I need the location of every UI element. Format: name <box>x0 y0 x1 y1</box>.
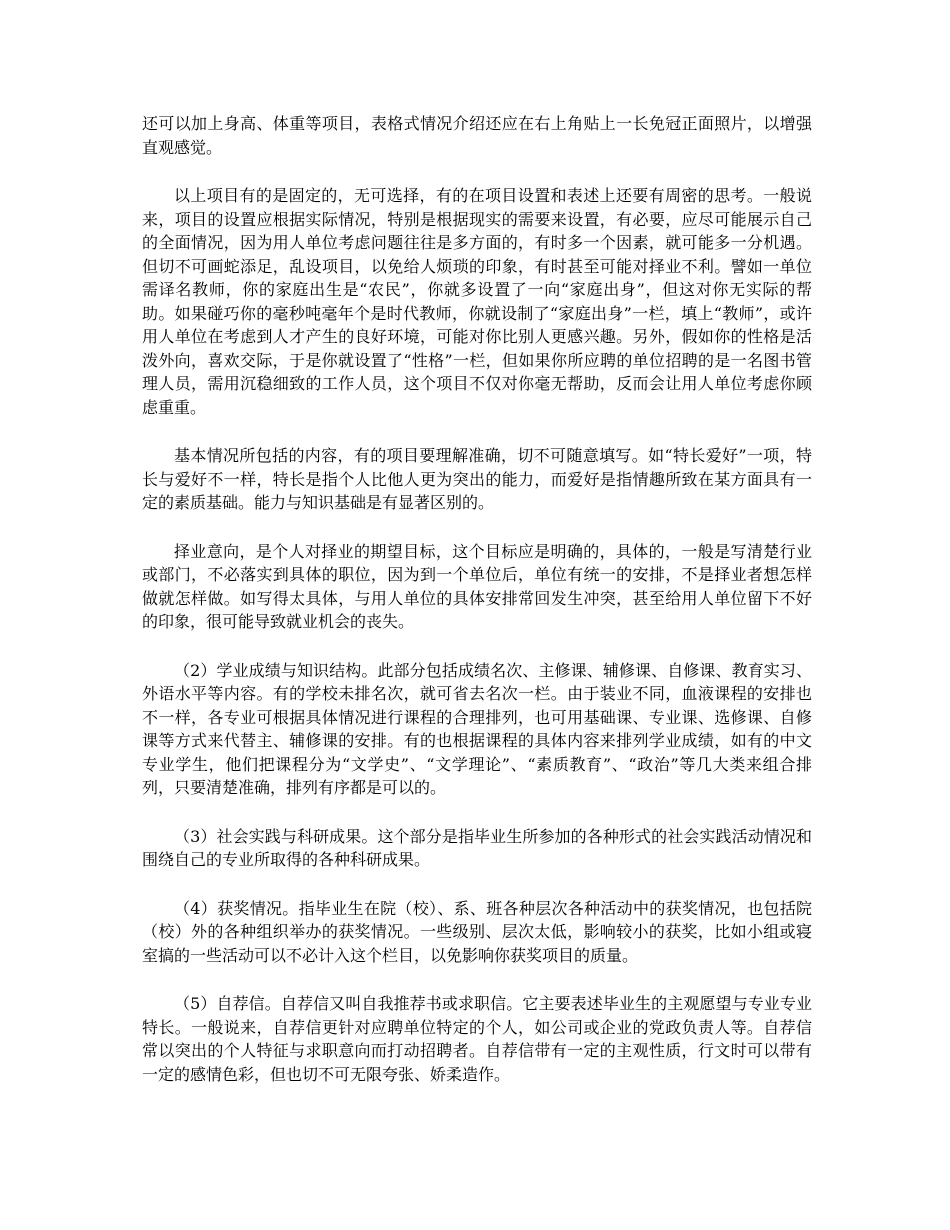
document-page <box>142 112 812 1111</box>
paragraph-social-practice: （3）社会实践与科研成果。这个部分是指毕业生所参加的各种形式的社会实践活动情况和围绕自己的专业所取得的各种科研成果。 <box>142 826 812 869</box>
paragraph-basic-info: 基本情况所包括的内容，有的项目要理解准确，切不可随意填写。如“特长爱好”一项，特长与爱好不一样，特长是指个人比他人更为突出的能力，而爱好是指情趣所致在某方面具有一定的素质基础。能力与知识基础是有显著区别的。 <box>142 446 812 512</box>
paragraph-photo-note: 还可以加上身高、体重等项目，表格式情况介绍还应在右上角贴上一长免冠正面照片，以增强直观感觉。 <box>142 114 812 157</box>
paragraph-awards: （4）获奖情况。指毕业生在院（校）、系、班各种层次各种活动中的获奖情况，也包括院（校）外的各种组织举办的获奖情况。一些级别、层次太低，影响较小的获奖，比如小组或寝室搞的一些活动可以不必计入这个栏目，以免影响你获奖项目的质量。 <box>142 898 812 965</box>
paragraph-item-settings: 以上项目有的是固定的，无可选择，有的在项目设置和表述上还要有周密的思考。一般说来，项目的设置应根据实际情况，特别是根据现实的需要来设置，有必要，应尽可能展示自己的全面情况，因为用人单位考虑问题往往是多方面的，有时多一个因素，就可能多一分机遇。但切不可画蛇添足，乱设项目，以免给人烦琐的印象，有时甚至可能对择业不利。譬如一单位需译名教师，你的家庭出生是“农民”，你就多设置了一向“家庭出身”，但这对你无实际的帮助。如果碰巧你的毫秒吨毫年个是时代教师，你就设制了“家庭出身”一栏，填上“教师”，或许用人单位在考虑到人才产生的良好环境，可能对你比别人更感兴趣。另外，假如你的性格是活泼外向，喜欢交际，于是你就设置了“性格”一栏，但如果你所应聘的单位招聘的是一名图书管理人员，需用沉稳细致的工作人员，这个项目不仅对你毫无帮助，反而会让用人单位考虑你顾虑重重。 <box>142 186 812 417</box>
paragraph-cover-letter: （5）自荐信。自荐信又叫自我推荐书或求职信。它主要表述毕业生的主观愿望与专业专业特长。一般说来，自荐信更针对应聘单位特定的个人，如公司或企业的党政负责人等。自荐信常以突出的个人特征与求职意向而打动招聘者。自荐信带有一定的主观性质，行文时可以带有一定的感情色彩，但也切不可无限夸张、娇柔造作。 <box>142 994 812 1084</box>
paragraph-academic-record: （2）学业成绩与知识结构。此部分包括成绩名次、主修课、辅修课、自修课、教育实习、外语水平等内容。有的学校未排名次，就可省去名次一栏。由于装业不同，血液课程的安排也不一样，各专业可根据具体情况进行课程的合理排列，也可用基础课、专业课、选修课、自修课等方式来代替主、辅修课的安排。有的也根据课程的具体内容来排列学业成绩，如有的中文专业学生，他们把课程分为“文学史”、“文学理论”、“素质教育”、“政治”等几大类来组合排列，只要清楚准确，排列有序都是可以的。 <box>142 660 812 797</box>
paragraph-career-intent: 择业意向，是个人对择业的期望目标，这个目标应是明确的，具体的，一般是写清楚行业或部门，不必落实到具体的职位，因为到一个单位后，单位有统一的安排，不是择业者想怎样做就怎样做。如写得太具体，与用人单位的具体安排常回发生冲突，甚至给用人单位留下不好的印象，很可能导致就业机会的丧失。 <box>142 541 812 631</box>
